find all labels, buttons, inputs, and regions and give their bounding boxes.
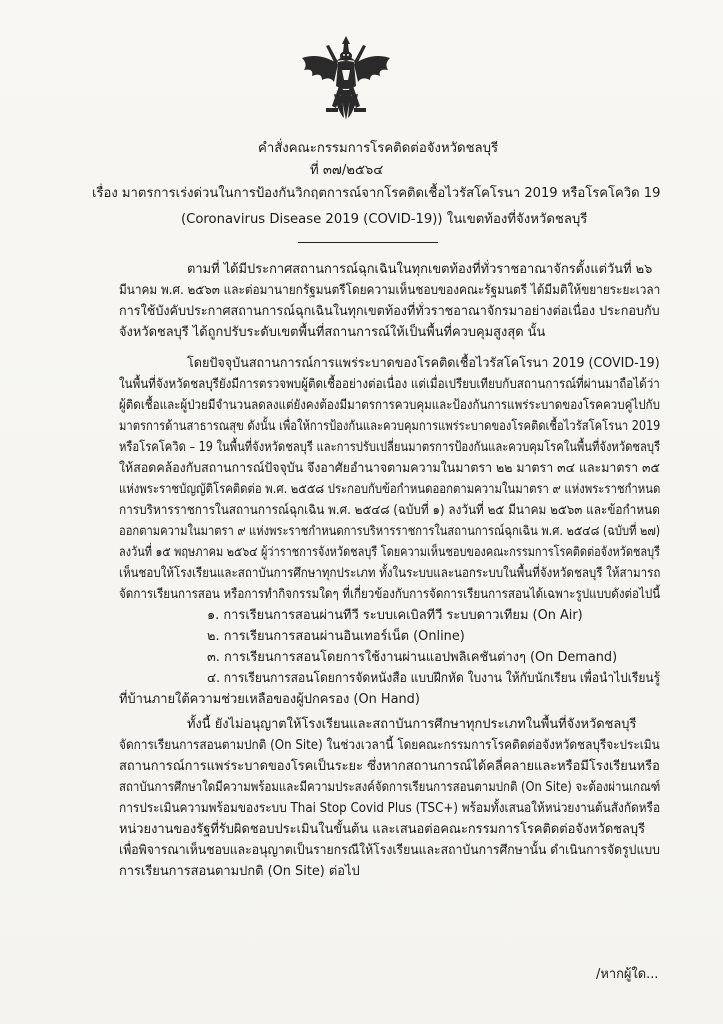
paragraph-line: สถานการณ์การแพร่ระบาดของโรคเป็นระยะ ซึ่งหากสถานการณ์ได้คลี่คลายและหรือมีโรงเรียนหรือ (119, 759, 660, 774)
paragraph-line: ตามที่ ได้มีประกาศสถานการณ์ฉุกเฉินในทุกเขตท้องที่ทั่วราชอาณาจักรตั้งแต่วันที่ ๒๖ (187, 262, 653, 277)
subject-line-1: เรื่อง มาตรการเร่งด่วนในการป้องกันวิกฤตการณ์จากโรคติดเชื้อไวรัสโคโรนา 2019 หรือโรคโควิด 19 (92, 186, 661, 201)
header-divider (298, 242, 438, 243)
paragraph-line: หน่วยงานของรัฐที่รับผิดชอบประเมินในขั้นต้น และเสนอต่อคณะกรรมการโรคติดต่อจังหวัดชลบุรี (119, 822, 646, 837)
subject-line-2: (Coronavirus Disease 2019 (COVID-19)) ในเขตท้องที่จังหวัดชลบุรี (181, 212, 588, 227)
paragraph-line: จัดการเรียนการสอน หรือการทำกิจกรรมใดๆ ที่เกี่ยวข้องกับการจัดการเรียนการสอนได้เฉพาะรูปแบบดังต่อไปนี้ (119, 587, 661, 602)
paragraph-line: มาตรการด้านสาธารณสุข ดังนั้น เพื่อให้การป้องกันและควบคุมการแพร่ระบาดของโรคติดเชื้อไวรัสโคโรนา 2019 (119, 419, 661, 434)
paragraph-line: เพื่อพิจารณาเห็นชอบและอนุญาตเป็นรายกรณีให้โรงเรียนและสถาบันการศึกษานั้น ดำเนินการจัดรูปแบบ (119, 843, 660, 858)
paragraph-line: มีนาคม พ.ศ. ๒๕๖๓ และต่อมานายกรัฐมนตรีโดยความเห็นชอบของคณะรัฐมนตรี ได้มีมติให้ขยายระยะเวลา (119, 283, 661, 298)
paragraph-line: จังหวัดชลบุรี ได้ถูกปรับระดับเขตพื้นที่สถานการณ์ให้เป็นพื้นที่ควบคุมสูงสุด นั้น (119, 325, 546, 340)
list-item: ๔. การเรียนการสอนโดยการจัดหนังสือ แบบฝึกหัด ใบงาน ให้กับนักเรียน เพื่อนำไปเรียนรู้ (207, 671, 661, 686)
list-item: ๑. การเรียนการสอนผ่านทีวี ระบบเคเบิลทีวี ระบบดาวเทียม (On Air) (207, 608, 583, 623)
paragraph-line: การเรียนการสอนตามปกติ (On Site) ต่อไป (119, 864, 360, 879)
document-title: คำสั่งคณะกรรมการโรคติดต่อจังหวัดชลบุรี (258, 141, 499, 156)
paragraph-line: การบริหารราชการในสถานการณ์ฉุกเฉิน พ.ศ. ๒๕๔๘ (ฉบับที่ ๑) ลงวันที่ ๒๕ มีนาคม ๒๕๖๓ และข้อกำหนด (119, 503, 660, 518)
paragraph-line: ลงวันที่ ๑๕ พฤษภาคม ๒๕๖๔ ผู้ว่าราชการจังหวัดชลบุรี โดยความเห็นชอบของคณะกรรมการโรคติดต่อจังหวัดชลบุรี (119, 545, 660, 560)
garuda-emblem-icon (298, 34, 394, 126)
paragraph-line: ทั้งนี้ ยังไม่อนุญาตให้โรงเรียนและสถาบันการศึกษาทุกประเภทในพื้นที่จังหวัดชลบุรี (187, 717, 637, 732)
paragraph-line: ผู้ติดเชื้อและผู้ป่วยมีจำนวนลดลงแต่ยังคงต้องมีมาตรการควบคุมและป้องกันการแพร่ระบาดของโรคควบคู่ไปกับ (119, 398, 660, 413)
paragraph-line: สถาบันการศึกษาใดมีความพร้อมและมีความประสงค์จัดการเรียนการสอนตามปกติ (On Site) จะต้องผ่านเกณฑ์ (119, 780, 661, 795)
paragraph-line: การใช้บังคับประกาศสถานการณ์ฉุกเฉินในทุกเขตท้องที่ทั่วราชอาณาจักรมาอย่างต่อเนื่อง ประกอบกับ (119, 304, 660, 319)
document-number: ที่ ๓๗/๒๕๖๔ (310, 163, 384, 178)
paragraph-line: เห็นชอบให้โรงเรียนและสถาบันการศึกษาทุกประเภท ทั้งในระบบและนอกระบบในพื้นที่จังหวัดชลบุรี ให้สามารถ (119, 566, 661, 581)
paragraph-line: ในพื้นที่จังหวัดชลบุรียังมีการตรวจพบผู้ติดเชื้ออย่างต่อเนื่อง แต่เมื่อเปรียบเทียบกับสถานการณ์ที่ผ่านมาถือได้ว่า (119, 377, 660, 392)
paragraph-line: โดยปัจจุบันสถานการณ์การแพร่ระบาดของโรคติดเชื้อไวรัสโคโรนา 2019 (COVID-19) (187, 356, 660, 371)
list-item: ๓. การเรียนการสอนโดยการใช้งานผ่านแอปพลิเคชันต่างๆ (On Demand) (207, 650, 618, 665)
continuation-note: /หากผู้ใด... (596, 967, 659, 982)
paragraph-line: ออกตามความในมาตรา ๙ แห่งพระราชกำหนดการบริหารราชการในสถานการณ์ฉุกเฉิน พ.ศ. ๒๕๔๘ (ฉบับที่ ๒๗) (119, 524, 661, 539)
paragraph-line: แห่งพระราชบัญญัติโรคติดต่อ พ.ศ. ๒๕๕๘ ประกอบกับข้อกำหนดออกตามความในมาตรา ๙ แห่งพระราชกำหนด (119, 482, 661, 497)
list-item-continuation: ที่บ้านภายใต้ความช่วยเหลือของผู้ปกครอง (On Hand) (119, 692, 420, 707)
paragraph-line: จัดการเรียนการสอนตามปกติ (On Site) ในช่วงเวลานี้ โดยคณะกรรมการโรคติดต่อจังหวัดชลบุรีจะประเมิน (119, 738, 660, 753)
paragraph-line: การประเมินความพร้อมของระบบ Thai Stop Covid Plus (TSC+) พร้อมทั้งเสนอให้หน่วยงานต้นสังกัดหรือ (119, 801, 661, 816)
paragraph-line: หรือโรคโควิด – 19 ในพื้นที่จังหวัดชลบุรี และการปรับเปลี่ยนมาตรการป้องกันและควบคุมโรคในพื้นที่จังหวัดชลบุรี (119, 440, 661, 455)
list-item: ๒. การเรียนการสอนผ่านอินเทอร์เน็ต (Online) (207, 629, 465, 644)
paragraph-line: ให้สอดคล้องกับสถานการณ์ปัจจุบัน จึงอาศัยอำนาจตามความในมาตรา ๒๒ มาตรา ๓๔ และมาตรา ๓๕ (119, 461, 660, 476)
